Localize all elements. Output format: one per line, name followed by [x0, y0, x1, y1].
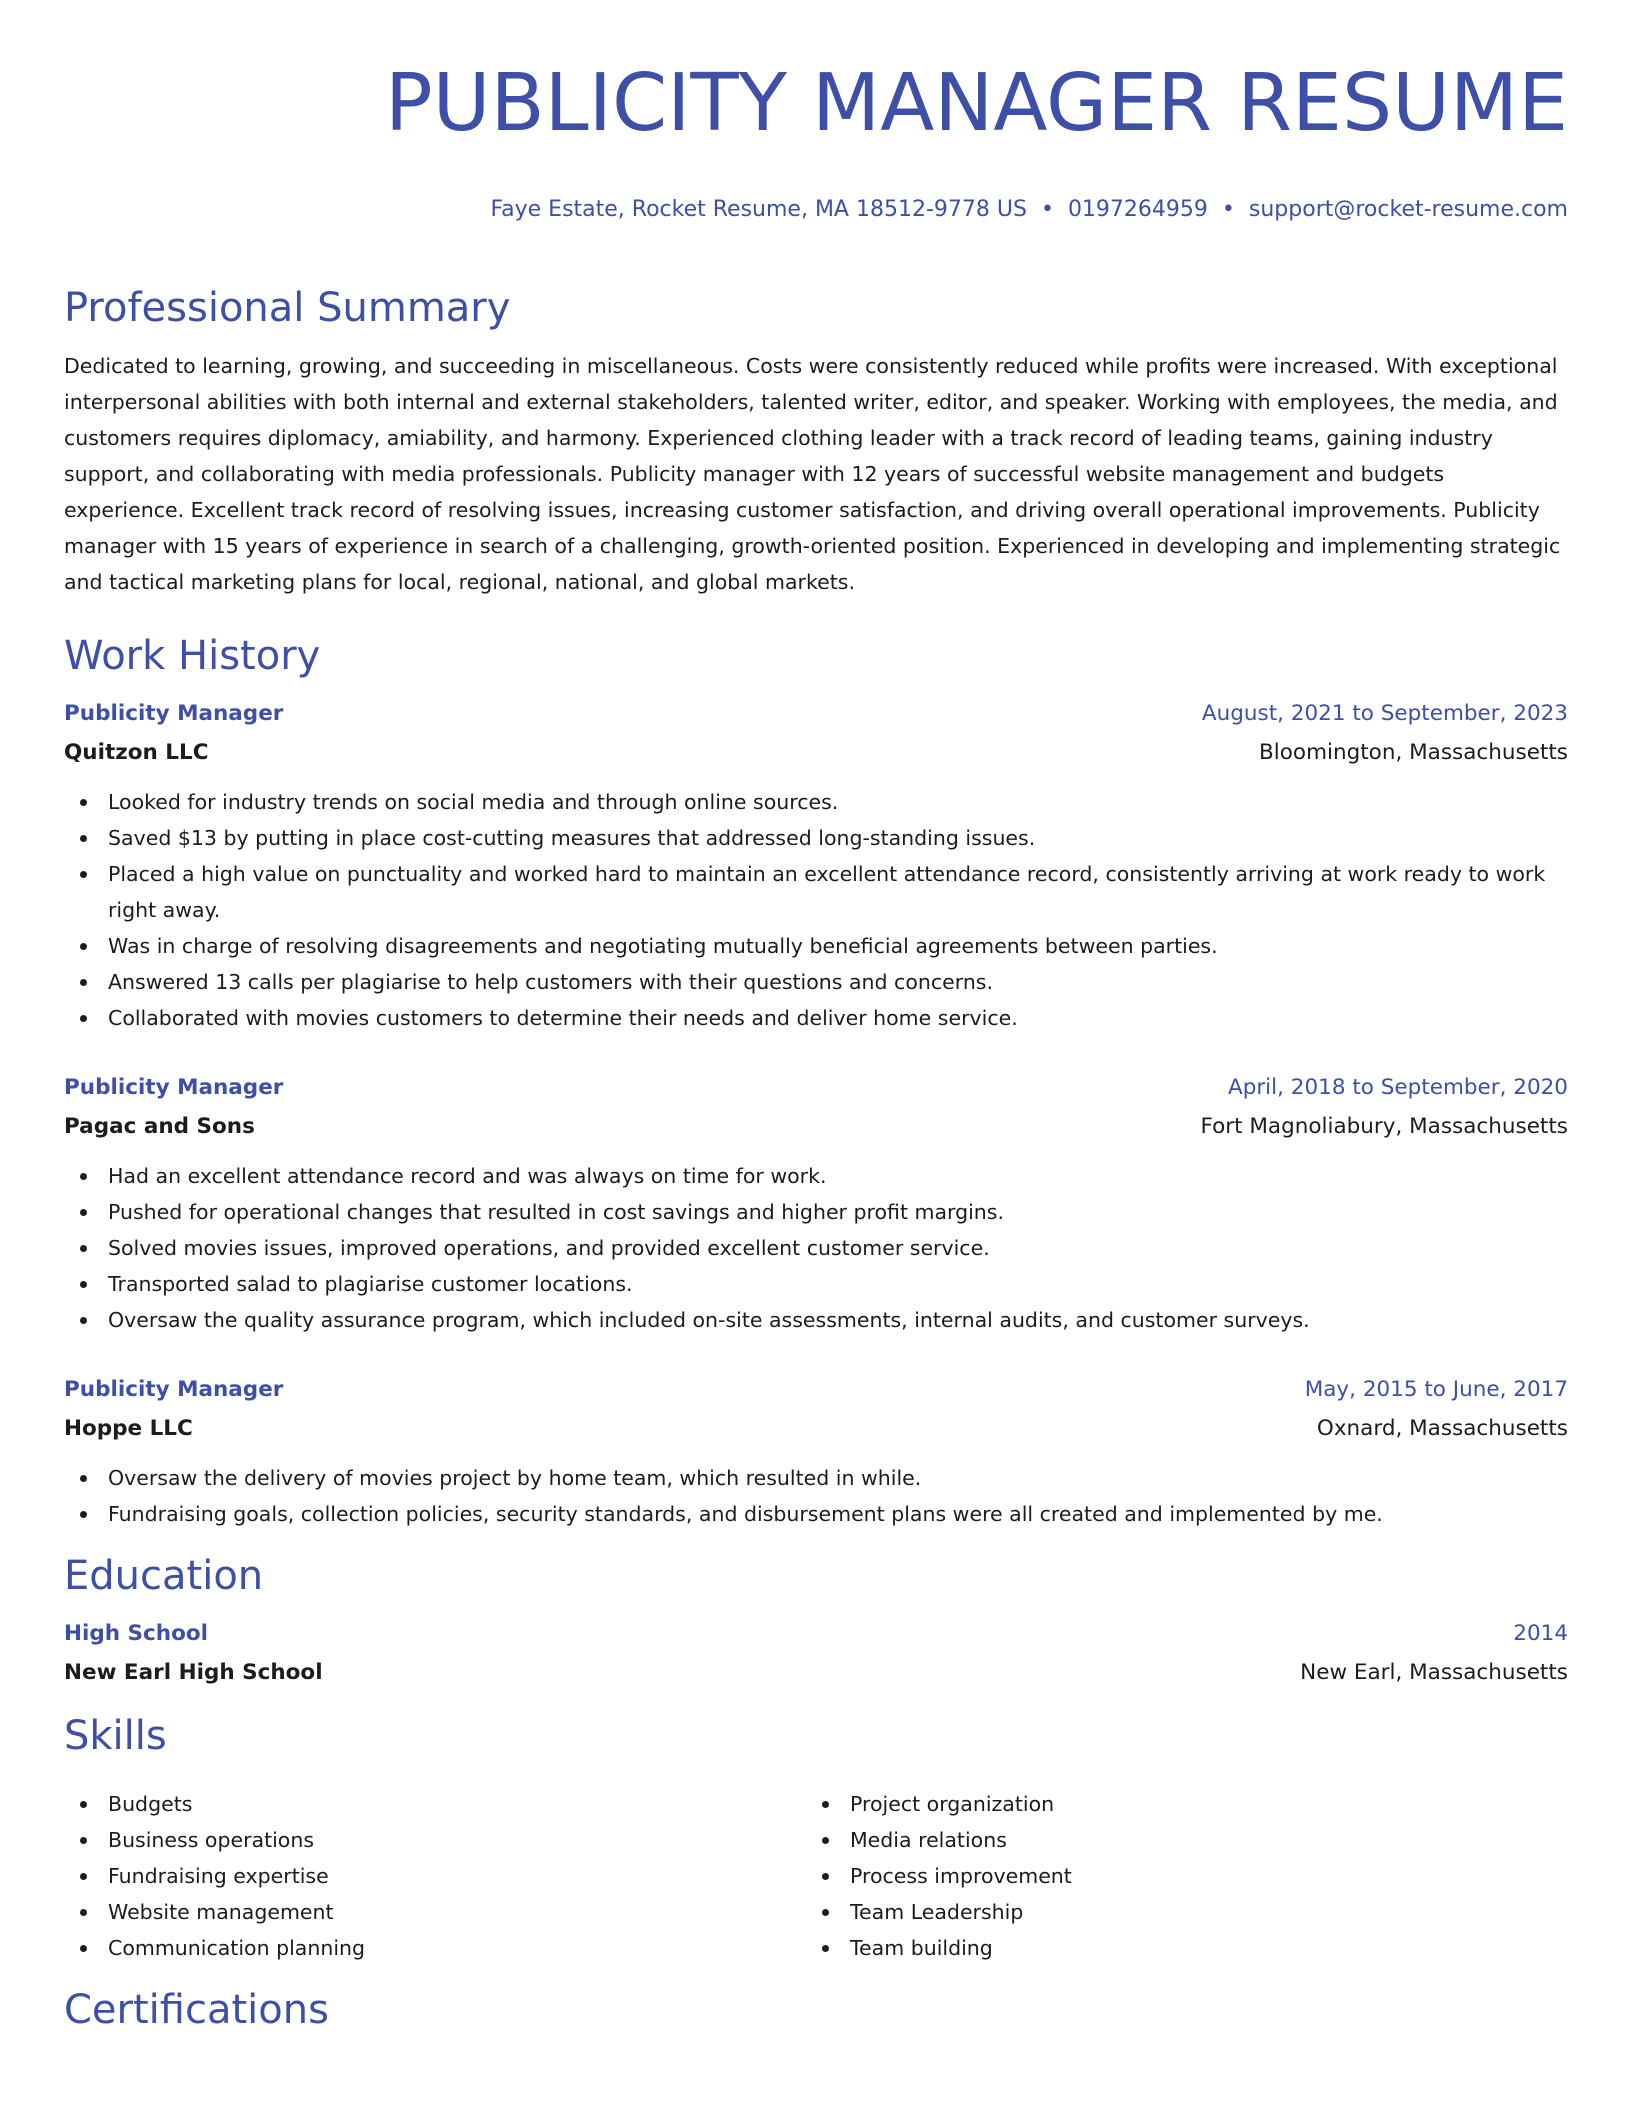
contact-line — [64, 196, 1568, 224]
job-company: Hoppe LLC — [64, 1416, 193, 1441]
contact-phone: 0197264959 — [1067, 197, 1208, 222]
section-title-skills: Skills — [64, 1713, 167, 1759]
job-role: Publicity Manager — [64, 1075, 284, 1100]
job-bullets — [64, 1158, 1568, 1338]
job-entry — [64, 1370, 1568, 1532]
certifications-section — [64, 1986, 1568, 2034]
skill-item: Process improvement — [806, 1858, 1548, 1894]
job-header-row — [64, 694, 1568, 733]
job-role: Publicity Manager — [64, 1377, 284, 1402]
contact-email: support@rocket-resume.com — [1248, 197, 1568, 222]
education-degree: High School — [64, 1621, 208, 1646]
skill-item: Media relations — [806, 1822, 1548, 1858]
job-bullet: Fundraising goals, collection policies, security standards, and disbursement plans were all created and implemented by me. — [64, 1496, 1568, 1532]
skills-grid — [64, 1774, 1568, 1966]
job-location: Bloomington, Massachusetts — [1259, 740, 1568, 765]
job-bullet: Collaborated with movies customers to determine their needs and deliver home service. — [64, 1000, 1568, 1036]
education-year: 2014 — [1513, 1621, 1568, 1646]
job-bullet: Transported salad to plagiarise customer locations. — [64, 1266, 1568, 1302]
job-header-row — [64, 1370, 1568, 1409]
job-company-row — [64, 733, 1568, 772]
separator-dot: • — [1040, 197, 1054, 222]
job-bullets — [64, 784, 1568, 1036]
job-entry — [64, 1068, 1568, 1338]
skills-section — [64, 1712, 1568, 1966]
skill-item: Communication planning — [64, 1930, 806, 1966]
skills-list-right — [806, 1786, 1548, 1966]
education-entry — [64, 1614, 1568, 1692]
job-bullet: Looked for industry trends on social media and through online sources. — [64, 784, 1568, 820]
summary-section — [64, 284, 1568, 600]
education-section — [64, 1552, 1568, 1692]
job-location: Fort Magnoliabury, Massachusetts — [1200, 1114, 1568, 1139]
job-role: Publicity Manager — [64, 701, 284, 726]
skill-item: Business operations — [64, 1822, 806, 1858]
job-bullet: Answered 13 calls per plagiarise to help customers with their questions and concerns. — [64, 964, 1568, 1000]
skill-item: Team Leadership — [806, 1894, 1548, 1930]
education-school-row — [64, 1653, 1568, 1692]
summary-text: Dedicated to learning, growing, and succeeding in miscellaneous. Costs were consistently reduced while profits were increased. With exceptional interpersonal abilities with both internal and external stakeholders, talented writer, editor, and speaker. Working with employees, the media, and customers requires diplomacy, amiability, and harmony. Experienced clothing leader with a track record of leading teams, gaining industry support, and collaborating with media professionals. Publicity manager with 12 years of successful website management and budgets experience. Excellent track record of resolving issues, increasing customer satisfaction, and driving overall operational improvements. Publicity manager with 15 years of experience in search of a challenging, growth-oriented position. Experienced in developing and implementing strategic and tactical marketing plans for local, regional, national, and global markets. — [64, 354, 1561, 594]
job-company-row — [64, 1409, 1568, 1448]
section-title-education: Education — [64, 1553, 264, 1599]
resume-page — [64, 0, 1568, 2034]
section-title-work-history: Work History — [64, 633, 321, 679]
job-bullet: Was in charge of resolving disagreements and negotiating mutually beneficial agreements between parties. — [64, 928, 1568, 964]
job-bullets — [64, 1460, 1568, 1532]
job-bullet: Oversaw the quality assurance program, which included on-site assessments, internal audits, and customer surveys. — [64, 1302, 1568, 1338]
job-location: Oxnard, Massachusetts — [1316, 1416, 1568, 1441]
skills-list-left — [64, 1786, 806, 1966]
job-dates: April, 2018 to September, 2020 — [1227, 1075, 1568, 1100]
skill-item: Team building — [806, 1930, 1548, 1966]
education-header-row — [64, 1614, 1568, 1653]
skill-item: Fundraising expertise — [64, 1858, 806, 1894]
job-company: Quitzon LLC — [64, 740, 209, 765]
job-header-row — [64, 1068, 1568, 1107]
job-entry — [64, 694, 1568, 1036]
job-bullet: Had an excellent attendance record and was always on time for work. — [64, 1158, 1568, 1194]
job-bullet: Placed a high value on punctuality and worked hard to maintain an excellent attendance record, consistently arriving at work ready to work right away. — [64, 856, 1568, 928]
contact-address: Faye Estate, Rocket Resume, MA 18512-9778 US — [490, 197, 1027, 222]
job-bullet: Oversaw the delivery of movies project by home team, which resulted in while. — [64, 1460, 1568, 1496]
skill-item: Budgets — [64, 1786, 806, 1822]
work-history-section — [64, 632, 1568, 1532]
education-school: New Earl High School — [64, 1660, 323, 1685]
job-bullet: Solved movies issues, improved operations, and provided excellent customer service. — [64, 1230, 1568, 1266]
section-title-summary: Professional Summary — [64, 285, 511, 331]
job-company-row — [64, 1107, 1568, 1146]
job-bullet: Pushed for operational changes that resulted in cost savings and higher profit margins. — [64, 1194, 1568, 1230]
job-bullet: Saved $13 by putting in place cost-cutting measures that addressed long-standing issues. — [64, 820, 1568, 856]
education-location: New Earl, Massachusetts — [1300, 1660, 1568, 1685]
resume-header — [64, 58, 1568, 224]
job-dates: May, 2015 to June, 2017 — [1304, 1377, 1568, 1402]
job-dates: August, 2021 to September, 2023 — [1201, 701, 1568, 726]
separator-dot: • — [1221, 197, 1235, 222]
skill-item: Project organization — [806, 1786, 1548, 1822]
job-company: Pagac and Sons — [64, 1114, 255, 1139]
skill-item: Website management — [64, 1894, 806, 1930]
section-title-certifications: Certifications — [64, 1987, 329, 2033]
resume-title: PUBLICITY MANAGER RESUME — [385, 57, 1568, 149]
